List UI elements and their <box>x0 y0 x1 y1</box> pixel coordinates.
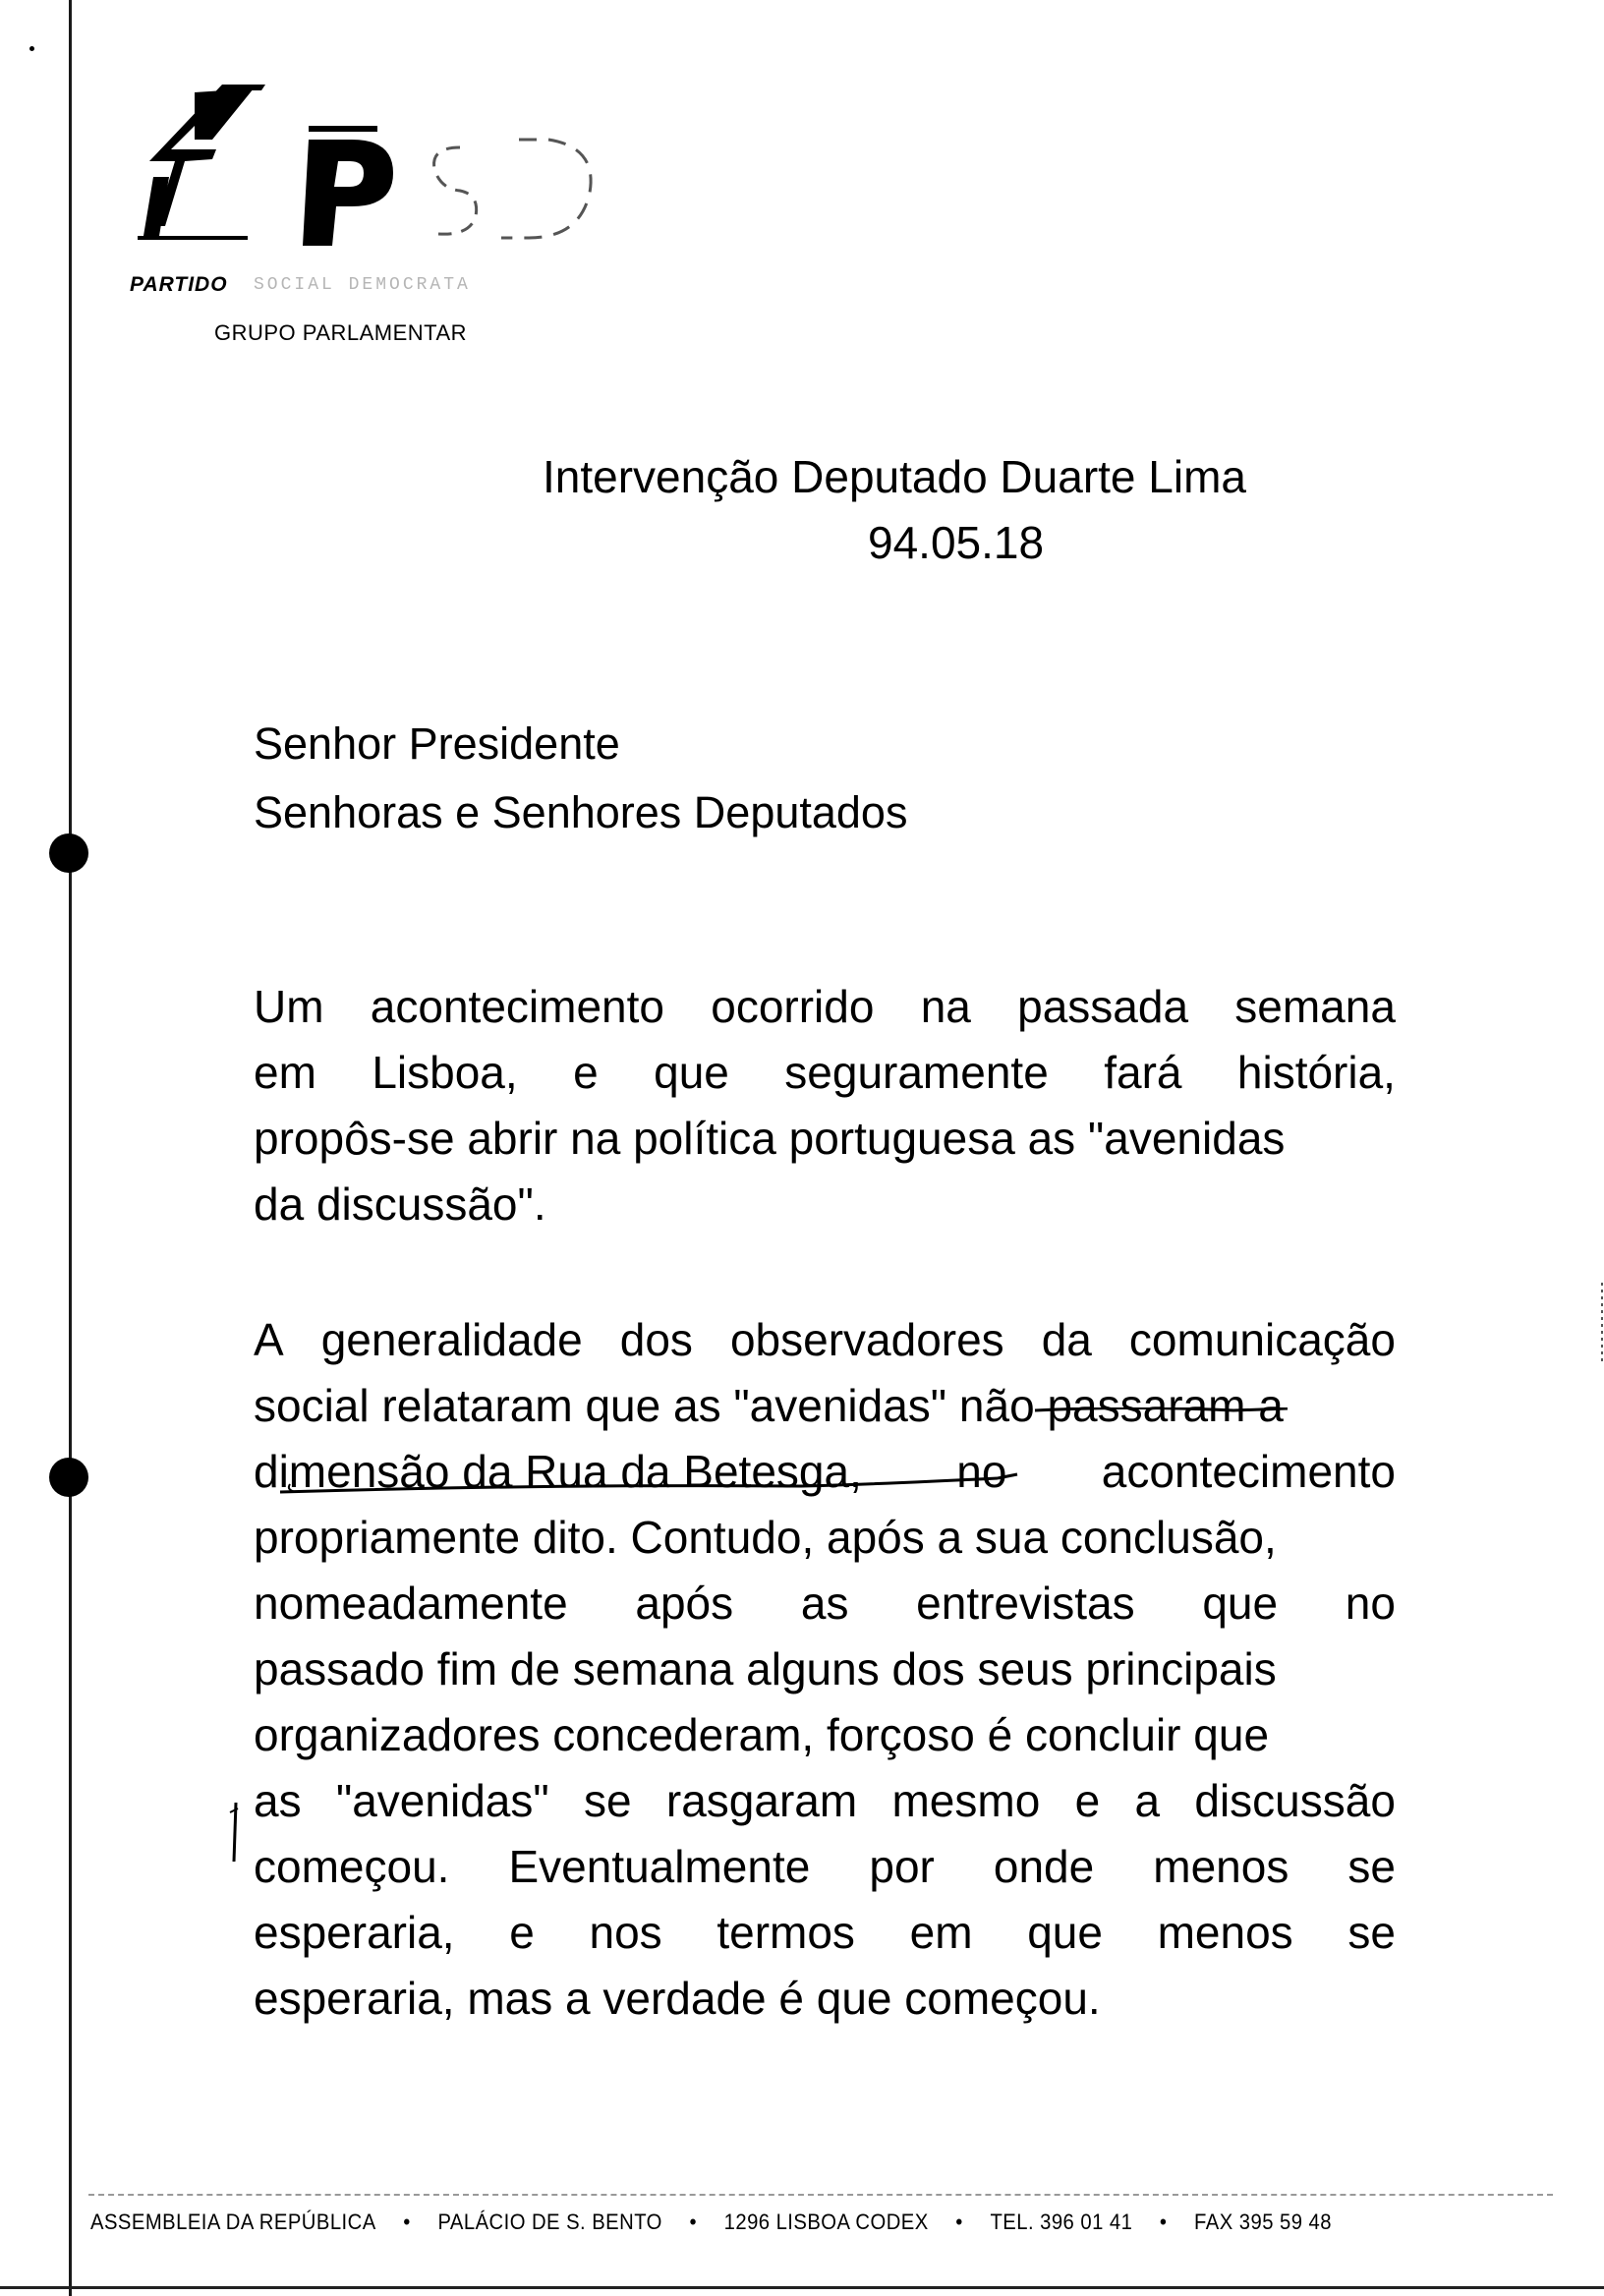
handwritten-underline <box>251 1407 1430 1496</box>
text-line <box>254 1834 1396 1900</box>
text-segment: se <box>1347 1907 1396 1958</box>
text-segment: esperaria, mas a verdade é que começou. <box>254 1973 1101 2024</box>
footer-fax: FAX 395 59 48 <box>1194 2210 1332 2234</box>
text-segment: propriamente dito. Contudo, após a sua conclusão, <box>254 1512 1277 1563</box>
text-line <box>254 1702 1396 1768</box>
text-segment: A <box>254 1314 284 1365</box>
text-segment: história, <box>1236 1047 1396 1098</box>
text-segment: fará <box>1104 1047 1182 1098</box>
text-segment: em <box>909 1907 973 1958</box>
text-segment: social relataram que as "avenidas" não passaram a <box>254 1380 1284 1431</box>
text-segment: acontecimento <box>1101 1446 1396 1497</box>
text-segment: Eventualmente <box>508 1841 811 1892</box>
text-segment: dos <box>619 1314 693 1365</box>
text-segment: propôs-se abrir na política portuguesa as "avenidas <box>254 1113 1286 1164</box>
scan-bottom-edge <box>0 2286 1604 2289</box>
group-label: GRUPO PARLAMENTAR <box>214 320 468 345</box>
text-segment: que <box>1027 1907 1103 1958</box>
scan-speck <box>29 46 34 51</box>
text-segment: as <box>254 1775 302 1826</box>
text-segment: nomeadamente <box>254 1578 568 1629</box>
text-segment: "avenidas" <box>335 1775 549 1826</box>
text-segment: nos <box>589 1907 662 1958</box>
text-line <box>254 1307 1396 1373</box>
text-segment: no <box>956 1446 1007 1497</box>
text-segment: começou. <box>254 1841 450 1892</box>
text-line <box>254 1505 1396 1571</box>
text-segment: na <box>920 981 971 1032</box>
text-segment: após <box>635 1578 734 1629</box>
text-segment: se <box>1347 1841 1396 1892</box>
text-segment: Um <box>254 981 324 1032</box>
text-segment: menos <box>1157 1907 1293 1958</box>
text-segment: passado fim de semana alguns dos seus principais <box>254 1643 1277 1694</box>
text-segment: se <box>583 1775 632 1826</box>
text-segment: passada <box>1017 981 1189 1032</box>
margin-pen-mark <box>226 1799 246 1867</box>
text-segment: que <box>1202 1578 1279 1629</box>
text-segment: por <box>869 1841 935 1892</box>
document-title: Intervenção Deputado Duarte Lima <box>543 451 1246 502</box>
text-segment: acontecimento <box>370 981 664 1032</box>
text-line <box>254 1172 1396 1237</box>
text-segment: menos <box>1153 1841 1289 1892</box>
text-segment: no <box>1345 1578 1396 1629</box>
text-segment: e <box>573 1047 599 1098</box>
footer-assembly: ASSEMBLEIA DA REPÚBLICA <box>90 2210 376 2234</box>
text-line <box>254 974 1396 1040</box>
text-segment: a <box>1134 1775 1161 1826</box>
paragraph-1 <box>254 974 1396 1237</box>
text-line <box>254 1106 1396 1172</box>
footer-separator: • <box>955 2210 963 2234</box>
scan-edge-marks <box>1601 1283 1603 1361</box>
psd-logo <box>136 79 598 285</box>
text-segment: generalidade <box>320 1314 583 1365</box>
text-segment: as <box>800 1578 849 1629</box>
psd-logo-graphic <box>136 79 598 285</box>
text-segment: e <box>509 1907 535 1958</box>
salutation-line: Senhor Presidente <box>254 718 620 769</box>
footer-separator: • <box>1159 2210 1168 2234</box>
text-segment: entrevistas <box>916 1578 1135 1629</box>
text-segment: organizadores concederam, forçoso é concluir que <box>254 1709 1270 1760</box>
binding-line <box>69 0 72 2296</box>
text-segment: da discussão". <box>254 1178 546 1230</box>
text-segment: dimensão da Rua da Betesga, <box>254 1446 862 1497</box>
text-segment: seguramente <box>784 1047 1049 1098</box>
letterhead-footer <box>90 2210 1429 2235</box>
salutation-line: Senhoras e Senhores Deputados <box>254 787 908 837</box>
text-segment: termos <box>716 1907 855 1958</box>
text-segment: rasgaram <box>665 1775 858 1826</box>
footer-postcode: 1296 LISBOA CODEX <box>723 2210 929 2234</box>
text-line <box>254 1636 1396 1702</box>
text-segment: ocorrido <box>711 981 875 1032</box>
salutation <box>254 710 907 847</box>
text-segment: discussão <box>1194 1775 1396 1826</box>
text-segment: que <box>654 1047 729 1098</box>
text-segment: comunicação <box>1128 1314 1396 1365</box>
document-date: 94.05.18 <box>868 517 1045 568</box>
punch-hole-bottom <box>49 1458 88 1497</box>
text-segment: esperaria, <box>254 1907 455 1958</box>
text-segment: onde <box>993 1841 1095 1892</box>
text-line <box>254 1966 1396 2032</box>
text-segment: em <box>254 1047 316 1098</box>
text-segment: observadores <box>729 1314 1004 1365</box>
text-segment: semana <box>1234 981 1396 1032</box>
punch-hole-top <box>49 833 88 873</box>
party-label-faded: SOCIAL DEMOCRATA <box>254 275 471 295</box>
text-segment: mesmo <box>891 1775 1041 1826</box>
party-label: PARTIDO <box>130 273 228 296</box>
footer-palace: PALÁCIO DE S. BENTO <box>437 2210 662 2234</box>
footer-separator: • <box>403 2210 411 2234</box>
text-line <box>254 1900 1396 1966</box>
text-line <box>254 1571 1396 1636</box>
text-segment: e <box>1074 1775 1101 1826</box>
footer-rule <box>88 2194 1553 2197</box>
footer-telephone: TEL. 396 01 41 <box>990 2210 1133 2234</box>
text-segment: da <box>1041 1314 1092 1365</box>
text-segment: Lisboa, <box>372 1047 518 1098</box>
text-line <box>254 1768 1396 1834</box>
footer-separator: • <box>689 2210 698 2234</box>
text-line <box>254 1040 1396 1106</box>
